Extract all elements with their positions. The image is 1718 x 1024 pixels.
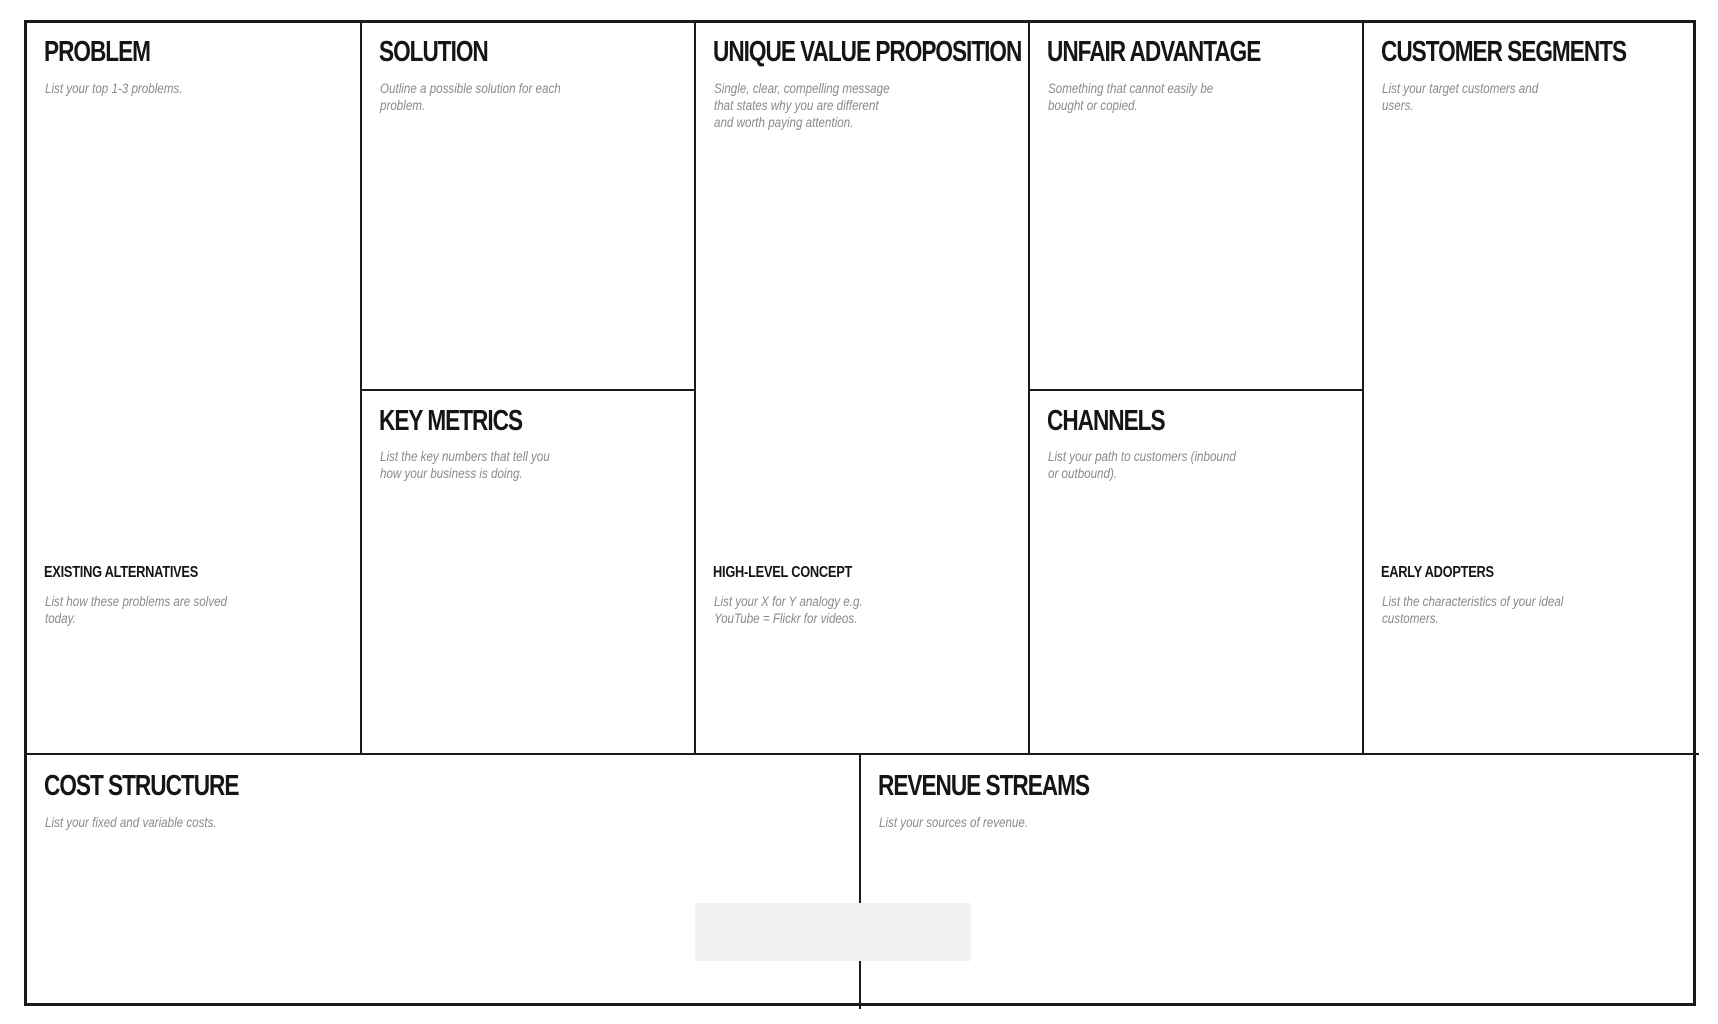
unfair-advantage-block[interactable] [1030, 23, 1362, 389]
revenue-streams-title: REVENUE STREAMS [878, 770, 1090, 802]
lean-canvas [24, 20, 1696, 1006]
early-adopters-title: EARLY ADOPTERS [1381, 564, 1494, 581]
customer-segments-title: CUSTOMER SEGMENTS [1381, 36, 1627, 68]
solution-block[interactable] [362, 23, 694, 389]
high-level-concept-description: List your X for Y analogy e.g. YouTube = Flickr for videos. [714, 594, 863, 626]
solution-title: SOLUTION [379, 36, 488, 68]
existing-alternatives-description: List how these problems are solved today. [45, 594, 227, 626]
revenue-streams-description: List your sources of revenue. [879, 815, 1029, 830]
customer-segments-description: List your target customers and users. [1382, 81, 1539, 113]
cost-structure-block[interactable] [27, 755, 859, 1006]
placeholder-block [695, 903, 971, 961]
solution-description: Outline a possible solution for each problem. [380, 81, 561, 113]
key-metrics-title: KEY METRICS [379, 405, 523, 437]
revenue-streams-block[interactable] [861, 755, 1696, 1006]
unfair-advantage-description: Something that cannot easily be bought or copied. [1048, 81, 1214, 113]
problem-block[interactable] [27, 23, 360, 753]
channels-block[interactable] [1030, 391, 1362, 753]
problem-title: PROBLEM [44, 36, 151, 68]
high-level-concept-title: HIGH-LEVEL CONCEPT [713, 564, 853, 581]
key-metrics-description: List the key numbers that tell you how your business is doing. [380, 449, 550, 481]
cost-structure-title: COST STRUCTURE [44, 770, 239, 802]
cost-structure-description: List your fixed and variable costs. [45, 815, 217, 830]
channels-description: List your path to customers (inbound or outbound). [1048, 449, 1236, 481]
uvp-block[interactable] [696, 23, 1028, 753]
channels-title: CHANNELS [1047, 405, 1165, 437]
uvp-description: Single, clear, compelling message that states why you are different and worth paying attention. [714, 81, 890, 130]
problem-description: List your top 1-3 problems. [45, 81, 183, 96]
unfair-advantage-title: UNFAIR ADVANTAGE [1047, 36, 1261, 68]
customer-segments-block[interactable] [1364, 23, 1696, 753]
early-adopters-description: List the characteristics of your ideal customers. [1382, 594, 1564, 626]
key-metrics-block[interactable] [362, 391, 694, 753]
uvp-title: UNIQUE VALUE PROPOSITION [713, 36, 1022, 68]
existing-alternatives-title: EXISTING ALTERNATIVES [44, 564, 199, 581]
